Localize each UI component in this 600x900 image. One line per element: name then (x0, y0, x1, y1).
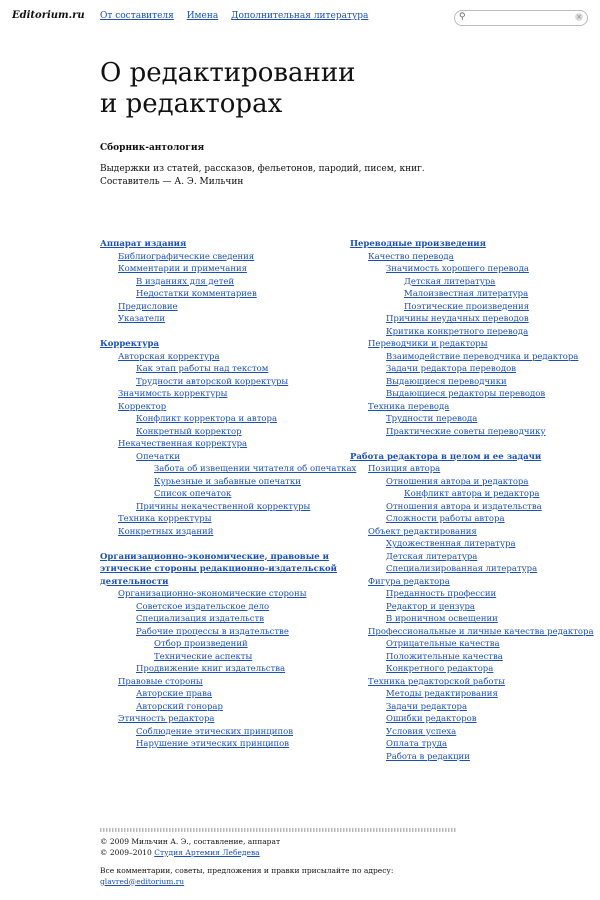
toc-link[interactable]: Как этап работы над текстом (136, 364, 269, 374)
toc-right-item (350, 601, 590, 614)
title-line-2: и редакторах (100, 89, 283, 119)
toc-link[interactable]: Объект редактирования (368, 526, 477, 537)
toc-right-item (350, 676, 590, 689)
clear-icon[interactable]: × (576, 13, 582, 21)
toc-left-item (100, 238, 340, 251)
toc-link[interactable]: Выдающиеся редакторы переводов (386, 389, 546, 399)
toc-link[interactable]: Отбор произведений (154, 639, 248, 649)
toc-section-link[interactable]: Работа редактора в целом и ее задачи (350, 451, 542, 462)
nav-link-names[interactable]: Имена (186, 11, 219, 21)
toc-right-item (350, 463, 590, 476)
toc-left-item (100, 688, 340, 701)
toc-link[interactable]: Критика конкретного перевода (386, 326, 529, 337)
toc-link[interactable]: Выдающиеся переводчики (386, 376, 507, 387)
search-icon: ⚲ (459, 12, 466, 22)
toc-link[interactable]: Методы редактирования (386, 689, 498, 699)
toc-left-item (100, 476, 340, 489)
toc-link[interactable]: Фигура редактора (368, 576, 450, 587)
site-logo[interactable]: Editorium.ru (12, 10, 85, 21)
toc-right-item (350, 413, 590, 426)
title-line-1: О редактировании (100, 58, 356, 88)
toc-right-item (350, 301, 590, 314)
toc-section-link[interactable]: Организационно-экономические, правовые и этические стороны редакционно-издательской деятельности (100, 551, 337, 587)
toc-left-item (100, 713, 340, 726)
toc-left-item (100, 638, 340, 651)
toc-link[interactable]: Список опечаток (154, 489, 232, 499)
toc-left-item (100, 426, 340, 439)
copyright-1: © 2009 Мильчин А. Э., составление, аппарат (100, 837, 281, 846)
toc-left-item (100, 313, 340, 326)
toc-link[interactable]: Причины неудачных переводов (386, 314, 529, 324)
toc-link[interactable]: Забота об извещении читателя об опечатках (154, 464, 357, 474)
toc-right-item (350, 376, 590, 389)
toc-right-item (350, 451, 590, 464)
toc-left-item (100, 288, 340, 301)
search-box[interactable] (454, 10, 588, 26)
toc-link[interactable]: Техника корректуры (118, 514, 212, 524)
toc-link[interactable]: Отношения автора и редактора (386, 476, 529, 487)
toc-left-item (100, 276, 340, 289)
toc-link[interactable]: Библиографические сведения (118, 251, 255, 262)
toc-link[interactable]: Задачи редактора (386, 701, 468, 712)
description (100, 163, 425, 188)
toc-link[interactable]: Отношения автора и издательства (386, 501, 542, 512)
toc-link[interactable]: Технические аспекты (154, 651, 253, 662)
toc-section-link[interactable]: Корректура (100, 339, 159, 349)
toc-left-item (100, 588, 340, 601)
toc-right-item (350, 388, 590, 401)
toc-link[interactable]: Специализация издательств (136, 614, 264, 624)
toc-link[interactable]: Предисловие (118, 301, 178, 312)
toc-left-item (100, 663, 340, 676)
toc-left-item (100, 513, 340, 526)
toc-right-item (350, 476, 590, 489)
toc-right-item (350, 738, 590, 751)
toc-link[interactable]: Комментарии и примечания (118, 264, 248, 274)
toc-left-item (100, 401, 340, 414)
toc-link[interactable]: Преданность профессии (386, 589, 497, 599)
toc-link[interactable]: Советское издательское дело (136, 601, 270, 612)
toc-left-item (100, 613, 340, 626)
nav-link-literature[interactable]: Дополнительная литература (231, 11, 369, 21)
toc-right-item (350, 576, 590, 589)
toc-left-column (100, 238, 357, 751)
toc-link[interactable]: Профессиональные и личные качества редактора (368, 626, 594, 637)
description-line-1: Выдержки из статей, рассказов, фельетонов, пародий, писем, книг. (100, 164, 425, 174)
toc-right-item (350, 501, 590, 514)
toc-link[interactable]: Позиция автора (368, 464, 441, 474)
toc-link[interactable]: Взаимодействие переводчика и редактора (386, 351, 579, 362)
toc-link[interactable]: Работа в редакции (386, 751, 470, 762)
toc-right-item (350, 401, 590, 414)
studio-link[interactable]: Студия Артемия Лебедева (154, 847, 260, 857)
toc-link[interactable]: Соблюдение этических принципов (136, 726, 294, 737)
toc-right-item (350, 313, 590, 326)
toc-link[interactable]: Причины некачественной корректуры (136, 501, 311, 512)
toc-right-item (350, 613, 590, 626)
toc-link[interactable]: Продвижение книг издательства (136, 664, 286, 674)
toc-link[interactable]: Корректор (118, 401, 167, 412)
toc-left-item (100, 438, 340, 451)
toc-link[interactable]: Детская литература (404, 276, 496, 287)
toc-left-item (100, 551, 340, 589)
description-line-2: Составитель — А. Э. Мильчин (100, 176, 244, 187)
toc-link[interactable]: Значимость корректуры (118, 389, 228, 399)
toc-link[interactable]: Переводчики и редакторы (368, 339, 488, 349)
copyright-2 (100, 848, 456, 859)
toc-link[interactable]: Конфликт автора и редактора (404, 489, 540, 499)
toc-left-item (100, 726, 340, 739)
toc-left-item (100, 626, 340, 639)
toc-right-item (350, 651, 590, 664)
toc-link[interactable]: Задачи редактора переводов (386, 364, 516, 374)
toc-left-item (100, 488, 340, 501)
toc-right-item (350, 751, 590, 764)
footer-divider (100, 828, 456, 832)
toc-link[interactable]: Техника редакторской работы (368, 676, 506, 687)
toc-right-item (350, 688, 590, 701)
toc-link[interactable]: Указатели (118, 314, 166, 324)
nav-link-compiler[interactable]: От составителя (100, 11, 174, 21)
contact-line (100, 866, 456, 887)
toc-link[interactable]: Организационно-экономические стороны (118, 589, 307, 599)
top-nav (100, 11, 378, 21)
toc-left-item (100, 601, 340, 614)
toc-link[interactable]: В ироничном освещении (386, 614, 498, 624)
toc-link[interactable]: Малоизвестная литература (404, 289, 529, 299)
toc-link[interactable]: Качество перевода (368, 251, 454, 262)
toc-link[interactable]: Специализированная литература (386, 564, 538, 574)
toc-link[interactable]: Сложности работы автора (386, 514, 505, 524)
toc-left-item (100, 701, 340, 714)
toc-link[interactable]: Некачественная корректура (118, 439, 248, 449)
toc-link[interactable]: В изданиях для детей (136, 276, 235, 287)
toc-left-item (100, 338, 340, 351)
copyright-2-prefix: © 2009–2010 (100, 847, 155, 857)
toc-link[interactable]: Оплата труда (386, 739, 448, 749)
toc-section-link[interactable]: Переводные произведения (350, 239, 486, 249)
toc-link[interactable]: Значимость хорошего перевода (386, 264, 529, 274)
toc-left-item (100, 251, 340, 264)
subtitle: Сборник-антология (100, 143, 205, 153)
search-input[interactable] (471, 12, 571, 22)
toc-right-item (350, 238, 590, 251)
toc-right-item (350, 326, 590, 339)
toc-left-item (100, 501, 340, 514)
toc-link[interactable]: Художественная литература (386, 539, 516, 549)
toc-link[interactable]: Авторский гонорар (136, 701, 223, 712)
toc-link[interactable]: Курьезные и забавные опечатки (154, 476, 301, 487)
toc-link[interactable]: Авторская корректура (118, 351, 220, 362)
toc-link[interactable]: Конкретных изданий (118, 526, 214, 537)
toc-right-item (350, 288, 590, 301)
toc-right-item (350, 276, 590, 289)
top-bar (12, 10, 588, 28)
toc-right-item (350, 663, 590, 676)
toc-left-item (100, 351, 340, 364)
toc-left-item (100, 738, 340, 751)
toc-link[interactable]: Конкретного редактора (386, 664, 494, 674)
toc-link[interactable]: Нарушение этических принципов (136, 739, 290, 749)
toc-link[interactable]: Условия успеха (386, 726, 457, 737)
toc-right-item (350, 263, 590, 276)
toc-right-item (350, 726, 590, 739)
toc-link[interactable]: Техника перевода (368, 401, 450, 412)
toc-right-item (350, 363, 590, 376)
toc-right-item (350, 563, 590, 576)
toc-section-link[interactable]: Аппарат издания (100, 239, 187, 249)
toc-link[interactable]: Конкретный корректор (136, 426, 242, 437)
toc-link[interactable]: Авторские права (136, 689, 212, 699)
toc-link[interactable]: Рабочие процессы в издательстве (136, 626, 289, 637)
toc-left-item (100, 526, 340, 539)
toc-link[interactable]: Положительные качества (386, 651, 503, 662)
toc-right-item (350, 701, 590, 714)
toc-left-item (100, 451, 340, 464)
email-link[interactable]: glavred@editorium.ru (100, 876, 185, 886)
toc-right-item (350, 551, 590, 564)
toc-left-item (100, 301, 340, 314)
page-title (100, 58, 356, 120)
toc-right-item (350, 626, 594, 639)
footer (100, 828, 456, 887)
toc-link[interactable]: Этичность редактора (118, 714, 215, 724)
toc-link[interactable]: Правовые стороны (118, 676, 203, 687)
toc-link[interactable]: Ошибки редакторов (386, 714, 477, 724)
toc-left-item (100, 413, 340, 426)
toc-right-item (350, 513, 590, 526)
toc-left-item (100, 388, 340, 401)
toc-right-item (350, 251, 590, 264)
toc-link[interactable]: Конфликт корректора и автора (136, 414, 278, 424)
toc-right-item (350, 638, 590, 651)
toc-link[interactable]: Трудности авторской корректуры (136, 376, 289, 387)
toc-right-item (350, 426, 590, 439)
toc-right-item (350, 526, 590, 539)
toc-link[interactable]: Трудности перевода (386, 414, 478, 424)
toc-link[interactable]: Отрицательные качества (386, 639, 500, 649)
toc-right-column (350, 238, 594, 763)
toc-right-item (350, 351, 590, 364)
toc-left-item (100, 651, 340, 664)
toc-right-item (350, 488, 590, 501)
toc-right-item (350, 338, 590, 351)
toc-link[interactable]: Недостатки комментариев (136, 289, 257, 299)
toc-left-item (100, 363, 340, 376)
toc-left-item (100, 463, 357, 476)
contact-prefix: Все комментарии, советы, предложения и правки присылайте по адресу: (100, 866, 394, 875)
toc-left-item (100, 263, 340, 276)
toc-link[interactable]: Редактор и цензура (386, 601, 476, 612)
toc-right-item (350, 713, 590, 726)
toc-link[interactable]: Практические советы переводчику (386, 426, 546, 437)
toc-left-item (100, 676, 340, 689)
toc-link[interactable]: Детская литература (386, 551, 478, 562)
toc-right-item (350, 588, 590, 601)
toc-right-item (350, 538, 590, 551)
toc-left-item (100, 376, 340, 389)
toc-link[interactable]: Опечатки (136, 451, 181, 462)
toc-link[interactable]: Поэтические произведения (404, 301, 530, 312)
